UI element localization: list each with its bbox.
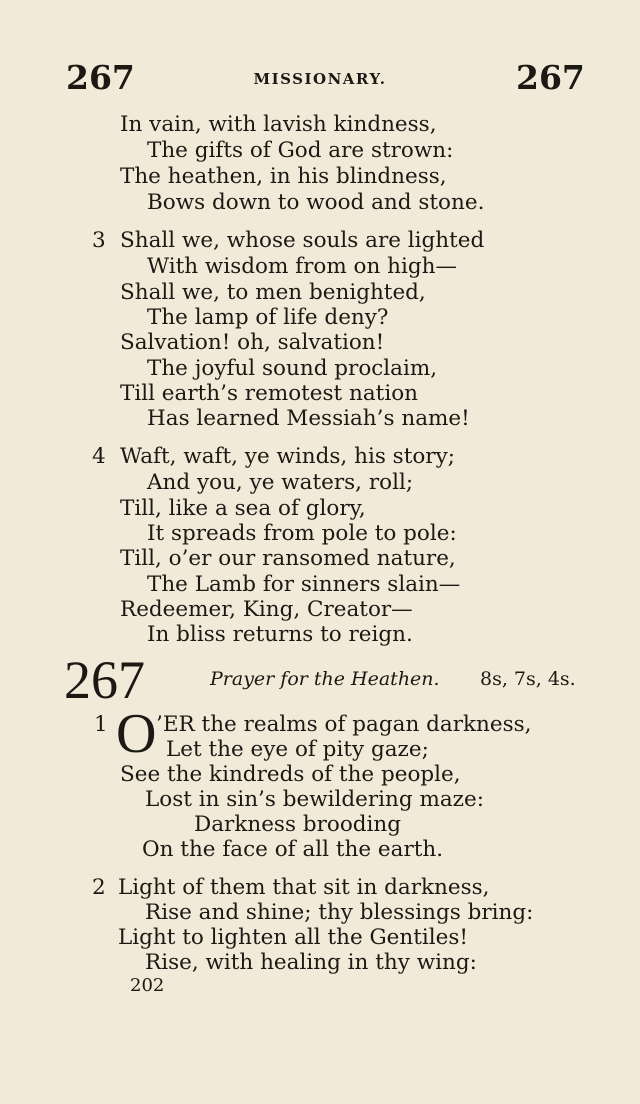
verse-line: The heathen, in his blindness, (120, 164, 447, 189)
header-hymn-number-right: 267 (516, 58, 585, 97)
verse-line: Bows down to wood and stone. (147, 190, 485, 215)
stanza-number: 4 (92, 444, 106, 469)
verse-line: Lost in sin’s bewildering maze: (145, 787, 484, 812)
page-number: 202 (130, 975, 165, 996)
stanza-number: 2 (92, 875, 106, 900)
verse-line: In bliss returns to reign. (147, 622, 413, 647)
verse-line: The gifts of God are strown: (147, 138, 454, 163)
verse-line: In vain, with lavish kindness, (120, 112, 437, 137)
verse-line: Till, like a sea of glory, (120, 496, 366, 521)
verse-line: See the kindreds of the people, (120, 762, 461, 787)
hymn-title: Prayer for the Heathen. (210, 668, 440, 690)
verse-line: And you, ye waters, roll; (147, 470, 414, 495)
stanza-number: 1 (94, 712, 108, 737)
verse-line: The joyful sound proclaim, (147, 356, 438, 381)
header-hymn-number-left: 267 (66, 58, 135, 97)
running-header-title: MISSIONARY. (253, 70, 387, 88)
verse-line: Waft, waft, ye winds, his story; (120, 444, 455, 469)
verse-line: Shall we, to men benighted, (120, 280, 426, 305)
verse-line: Has learned Messiah’s name! (147, 406, 470, 431)
verse-line: Rise, with healing in thy wing: (145, 950, 477, 975)
verse-line: Redeemer, King, Creator— (120, 597, 413, 622)
verse-line: Shall we, whose souls are lighted (120, 228, 485, 253)
verse-line: On the face of all the earth. (142, 837, 444, 862)
hymn-meter: 8s, 7s, 4s. (480, 668, 576, 690)
verse-line: Darkness brooding (194, 812, 402, 837)
verse-line: Rise and shine; thy blessings bring: (145, 900, 534, 925)
verse-line: The lamp of life deny? (147, 305, 389, 330)
verse-line: Let the eye of pity gaze; (166, 737, 429, 762)
verse-line: Light to lighten all the Gentiles! (118, 925, 469, 950)
verse-line: Light of them that sit in darkness, (118, 875, 490, 900)
verse-line: Till, o’er our ransomed nature, (120, 546, 456, 571)
verse-line: ’ER the realms of pagan darkness, (156, 712, 532, 737)
verse-line: Salvation! oh, salvation! (120, 330, 385, 355)
verse-line: The Lamb for sinners slain— (147, 572, 461, 597)
verse-line: With wisdom from on high— (147, 254, 458, 279)
drop-cap: O (116, 703, 157, 765)
hymn-number: 267 (64, 650, 145, 710)
verse-line: It spreads from pole to pole: (147, 521, 457, 546)
verse-line: Till earth’s remotest nation (120, 381, 418, 406)
stanza-number: 3 (92, 228, 106, 253)
